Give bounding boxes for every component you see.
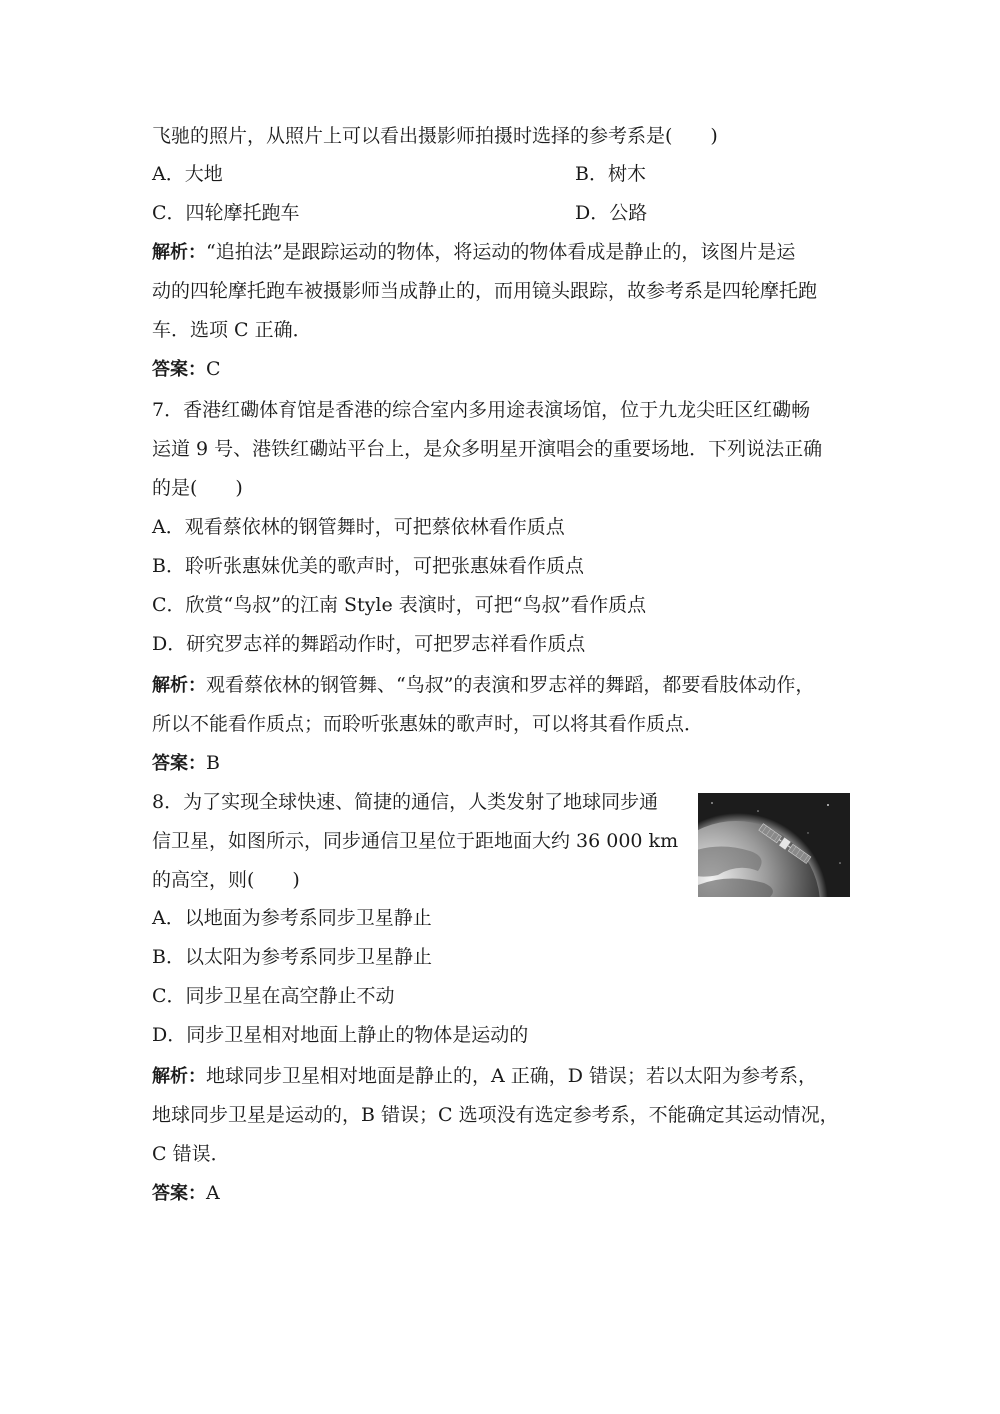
q6-analysis-line-2: 动的四轮摩托跑车被摄影师当成静止的，而用镜头跟踪，故参考系是四轮摩托跑	[152, 280, 818, 302]
q8-option-a: A．以地面为参考系同步卫星静止	[152, 907, 432, 929]
q6-stem: 飞驰的照片，从照片上可以看出摄影师拍摄时选择的参考系是( )	[152, 125, 718, 147]
q6-option-d: D．公路	[575, 202, 648, 224]
q8-option-b: B．以太阳为参考系同步卫星静止	[152, 946, 432, 968]
q8-option-c: C．同步卫星在高空静止不动	[152, 985, 395, 1007]
q7-stem-line-2: 运道 9 号、港铁红磡站平台上，是众多明星开演唱会的重要场地．下列说法正确	[152, 438, 823, 460]
q6-option-a: A．大地	[152, 163, 223, 185]
q7-analysis-line-1	[152, 673, 814, 698]
satellite-icon	[698, 793, 850, 897]
q6-answer	[152, 357, 221, 382]
q7-stem-line-1: 7．香港红磡体育馆是香港的综合室内多用途表演场馆，位于九龙尖旺区红磡畅	[152, 399, 811, 421]
q6-answer-value: C	[206, 358, 221, 380]
q6-analysis-text-1: “追拍法”是跟踪运动的物体，将运动的物体看成是静止的，该图片是运	[206, 241, 796, 263]
q7-stem-line-3: 的是( )	[152, 477, 243, 499]
q7-option-c: C．欣赏“鸟叔”的江南 Style 表演时，可把“鸟叔”看作质点	[152, 594, 647, 616]
q6-answer-label: 答案：	[152, 359, 206, 380]
q8-stem-line-3: 的高空，则( )	[152, 869, 300, 891]
q7-option-b: B．聆听张惠妹优美的歌声时，可把张惠妹看作质点	[152, 555, 584, 577]
q8-analysis-text-1: 地球同步卫星相对地面是静止的，A 正确，D 错误；若以太阳为参考系，	[206, 1065, 818, 1087]
q8-answer-label: 答案：	[152, 1183, 206, 1204]
q6-option-c: C．四轮摩托跑车	[152, 202, 300, 224]
q8-stem-line-2: 信卫星，如图所示，同步通信卫星位于距地面大约 36 000 km	[152, 830, 679, 852]
q8-stem-line-1: 8．为了实现全球快速、简捷的通信，人类发射了地球同步通	[152, 791, 659, 813]
q6-option-b: B．树木	[575, 163, 646, 185]
q7-analysis-label: 解析：	[152, 675, 206, 696]
q7-answer	[152, 751, 220, 776]
q8-analysis-line-3: C 错误．	[152, 1143, 230, 1165]
q8-analysis-line-2: 地球同步卫星是运动的，B 错误；C 选项没有选定参考系，不能确定其运动情况，	[152, 1104, 839, 1126]
q8-analysis-label: 解析：	[152, 1066, 206, 1087]
q8-option-d: D．同步卫星相对地面上静止的物体是运动的	[152, 1024, 529, 1046]
q7-analysis-text-1: 观看蔡依林的钢管舞、“鸟叔”的表演和罗志祥的舞蹈，都要看肢体动作，	[206, 674, 815, 696]
q8-answer	[152, 1181, 220, 1206]
q8-analysis-line-1	[152, 1064, 817, 1089]
q7-analysis-line-2: 所以不能看作质点；而聆听张惠妹的歌声时，可以将其看作质点．	[152, 713, 704, 735]
q7-answer-label: 答案：	[152, 753, 206, 774]
q8-answer-value: A	[206, 1182, 220, 1204]
q6-analysis-label: 解析：	[152, 242, 206, 263]
q6-analysis-line-3: 车．选项 C 正确．	[152, 319, 312, 341]
q7-option-d: D．研究罗志祥的舞蹈动作时，可把罗志祥看作质点	[152, 633, 586, 655]
q7-option-a: A．观看蔡依林的钢管舞时，可把蔡依林看作质点	[152, 516, 565, 538]
satellite-earth-photo	[698, 793, 850, 897]
q7-answer-value: B	[206, 752, 220, 774]
q6-analysis-line-1	[152, 240, 795, 265]
